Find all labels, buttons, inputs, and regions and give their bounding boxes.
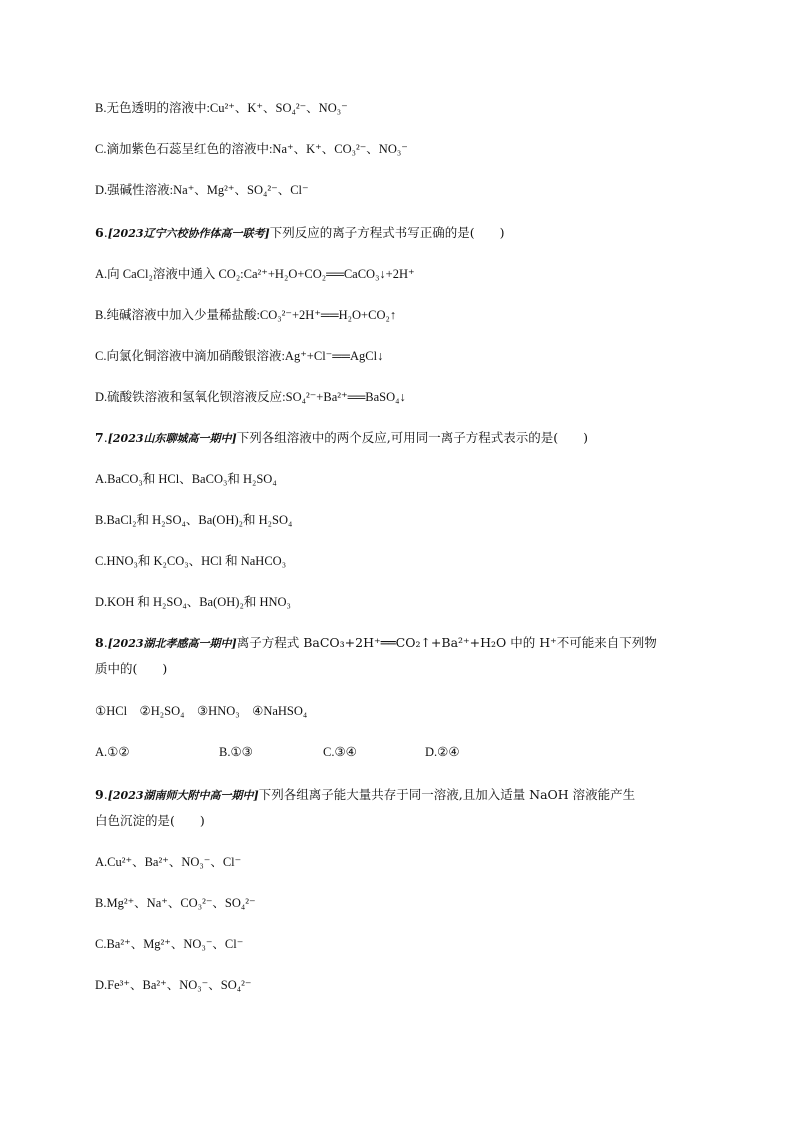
q9-number: 9 — [95, 787, 104, 802]
q8-items: ①HCl ②H₂SO₄ ③HNO₃ ④NaHSO₄ — [95, 704, 308, 718]
q7-option-a: A.BaCO₃和 HCl、BaCO₃和 H₂SO₄ — [95, 472, 277, 486]
q8-stem-part1: 离子方程式 BaCO₃+2H⁺══CO₂↑+Ba²⁺+H₂O 中的 H⁺不可能来自下列物 — [236, 635, 657, 650]
q6-stem: 下列反应的离子方程式书写正确的是( ) — [269, 225, 505, 240]
q8-number: 8 — [95, 635, 104, 650]
q6-option-a: A.向 CaCl₂溶液中通入 CO₂:Ca²⁺+H₂O+CO₂══CaCO₃↓+2H⁺ — [95, 267, 415, 281]
q6-stem-line: 6.[2023辽宁六校协作体高一联考]下列反应的离子方程式书写正确的是( ) — [95, 225, 505, 240]
q9-option-d: D.Fe³⁺、Ba²⁺、NO₃⁻、SO₄²⁻ — [95, 978, 252, 992]
q7-option-b: B.BaCl₂和 H₂SO₄、Ba(OH)₂和 H₂SO₄ — [95, 513, 293, 527]
q7-number: 7 — [95, 430, 104, 445]
q5-option-c: C.滴加紫色石蕊呈红色的溶液中:Na⁺、K⁺、CO₃²⁻、NO₃⁻ — [95, 142, 408, 156]
q9-stem-line: 9.[2023湖南师大附中高一期中]下列各组离子能大量共存于同一溶液,且加入适量 NaOH 溶液能产生 — [95, 787, 636, 802]
q5-option-b: B.无色透明的溶液中:Cu²⁺、K⁺、SO₄²⁻、NO₃⁻ — [95, 101, 348, 115]
q7-stem: 下列各组溶液中的两个反应,可用同一离子方程式表示的是( ) — [236, 430, 588, 445]
q8-source: [2023湖北孝感高一期中] — [107, 637, 237, 650]
q8-option-b: B.①③ — [219, 745, 253, 759]
q8-option-d: D.②④ — [425, 745, 460, 759]
q8-stem-part2: 质中的( ) — [95, 661, 168, 676]
q7-source: [2023山东聊城高一期中] — [107, 432, 237, 445]
q9-option-b: B.Mg²⁺、Na⁺、CO₃²⁻、SO₄²⁻ — [95, 896, 256, 910]
q7-option-d: D.KOH 和 H₂SO₄、Ba(OH)₂和 HNO₃ — [95, 595, 291, 609]
q9-stem-part1: 下列各组离子能大量共存于同一溶液,且加入适量 NaOH 溶液能产生 — [258, 787, 636, 802]
q5-option-d: D.强碱性溶液:Na⁺、Mg²⁺、SO₄²⁻、Cl⁻ — [95, 183, 309, 197]
q8-stem-line: 8.[2023湖北孝感高一期中]离子方程式 BaCO₃+2H⁺══CO₂↑+Ba²⁺+H₂O 中的 H⁺不可能来自下列物 — [95, 635, 657, 650]
q9-option-a: A.Cu²⁺、Ba²⁺、NO₃⁻、Cl⁻ — [95, 855, 242, 869]
q6-option-b: B.纯碱溶液中加入少量稀盐酸:CO₃²⁻+2H⁺══H₂O+CO₂↑ — [95, 308, 397, 322]
q6-option-c: C.向氯化铜溶液中滴加硝酸银溶液:Ag⁺+Cl⁻══AgCl↓ — [95, 349, 384, 363]
q8-option-c: C.③④ — [323, 745, 357, 759]
q9-option-c: C.Ba²⁺、Mg²⁺、NO₃⁻、Cl⁻ — [95, 937, 244, 951]
q6-option-d: D.硫酸铁溶液和氢氧化钡溶液反应:SO₄²⁻+Ba²⁺══BaSO₄↓ — [95, 390, 406, 404]
q9-stem-part2: 白色沉淀的是( ) — [95, 813, 205, 828]
q7-option-c: C.HNO₃和 K₂CO₃、HCl 和 NaHCO₃ — [95, 554, 287, 568]
q7-stem-line: 7.[2023山东聊城高一期中]下列各组溶液中的两个反应,可用同一离子方程式表示的是( ) — [95, 430, 588, 445]
q6-number: 6 — [95, 225, 104, 240]
q9-source: [2023湖南师大附中高一期中] — [107, 789, 259, 802]
q6-source: [2023辽宁六校协作体高一联考] — [107, 227, 270, 240]
q8-option-a: A.①② — [95, 745, 130, 759]
